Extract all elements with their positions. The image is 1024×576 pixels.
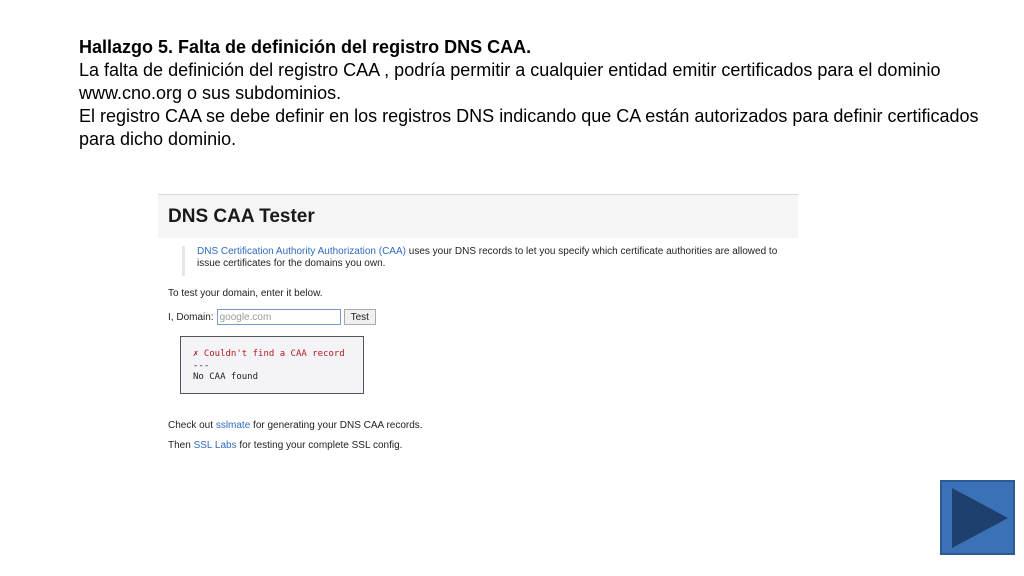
- domain-form: [168, 308, 376, 326]
- result-separator: ---: [193, 360, 210, 371]
- tester-instruction: To test your domain, enter it below.: [168, 288, 323, 299]
- next-slide-button[interactable]: [940, 480, 1015, 555]
- tester-intro: [182, 246, 782, 276]
- slide-paragraph-2: El registro CAA se debe definir en los registros DNS indicando que CA están autorizados para definir certificados para dicho dominio.: [79, 106, 979, 149]
- domain-label: Domain:: [176, 311, 214, 323]
- result-message: No CAA found: [193, 372, 259, 382]
- result-box: [180, 336, 364, 394]
- play-triangle-icon: [942, 482, 1013, 553]
- dns-caa-tester-screenshot: [158, 194, 798, 464]
- footer-sslmate: [168, 420, 423, 431]
- domain-input[interactable]: [217, 309, 341, 325]
- intro-text: uses your DNS records to let you specify which certificate authorities are allowed to issue certificates for the domains you own.: [197, 246, 778, 269]
- tester-header: [158, 194, 798, 238]
- footer2-suffix: for testing your complete SSL config.: [236, 440, 403, 451]
- footer1-suffix: for generating your DNS CAA records.: [250, 420, 423, 431]
- domain-prefix: I,: [168, 311, 174, 323]
- result-error-line: [193, 349, 363, 361]
- tester-title: DNS CAA Tester: [168, 206, 315, 227]
- caa-info-link[interactable]: DNS Certification Authority Authorization (CAA): [197, 246, 406, 257]
- slide-paragraph-1: La falta de definición del registro CAA , podría permitir a cualquier entidad emitir certificados para el dominio www.cno.org o sus subdominios.: [79, 60, 941, 103]
- footer-ssllabs: [168, 440, 402, 451]
- slide-text: [79, 36, 979, 151]
- sslmate-link[interactable]: sslmate: [215, 420, 251, 431]
- footer1-prefix: Check out: [168, 420, 216, 431]
- slide-heading: Hallazgo 5. Falta de definición del registro DNS CAA.: [79, 37, 532, 57]
- test-button[interactable]: Test: [344, 309, 376, 325]
- ssllabs-link[interactable]: SSL Labs: [193, 440, 237, 451]
- result-error-text: Couldn't find a CAA record: [203, 349, 345, 359]
- error-x-icon: ✗: [193, 349, 199, 359]
- footer2-prefix: Then: [168, 440, 194, 451]
